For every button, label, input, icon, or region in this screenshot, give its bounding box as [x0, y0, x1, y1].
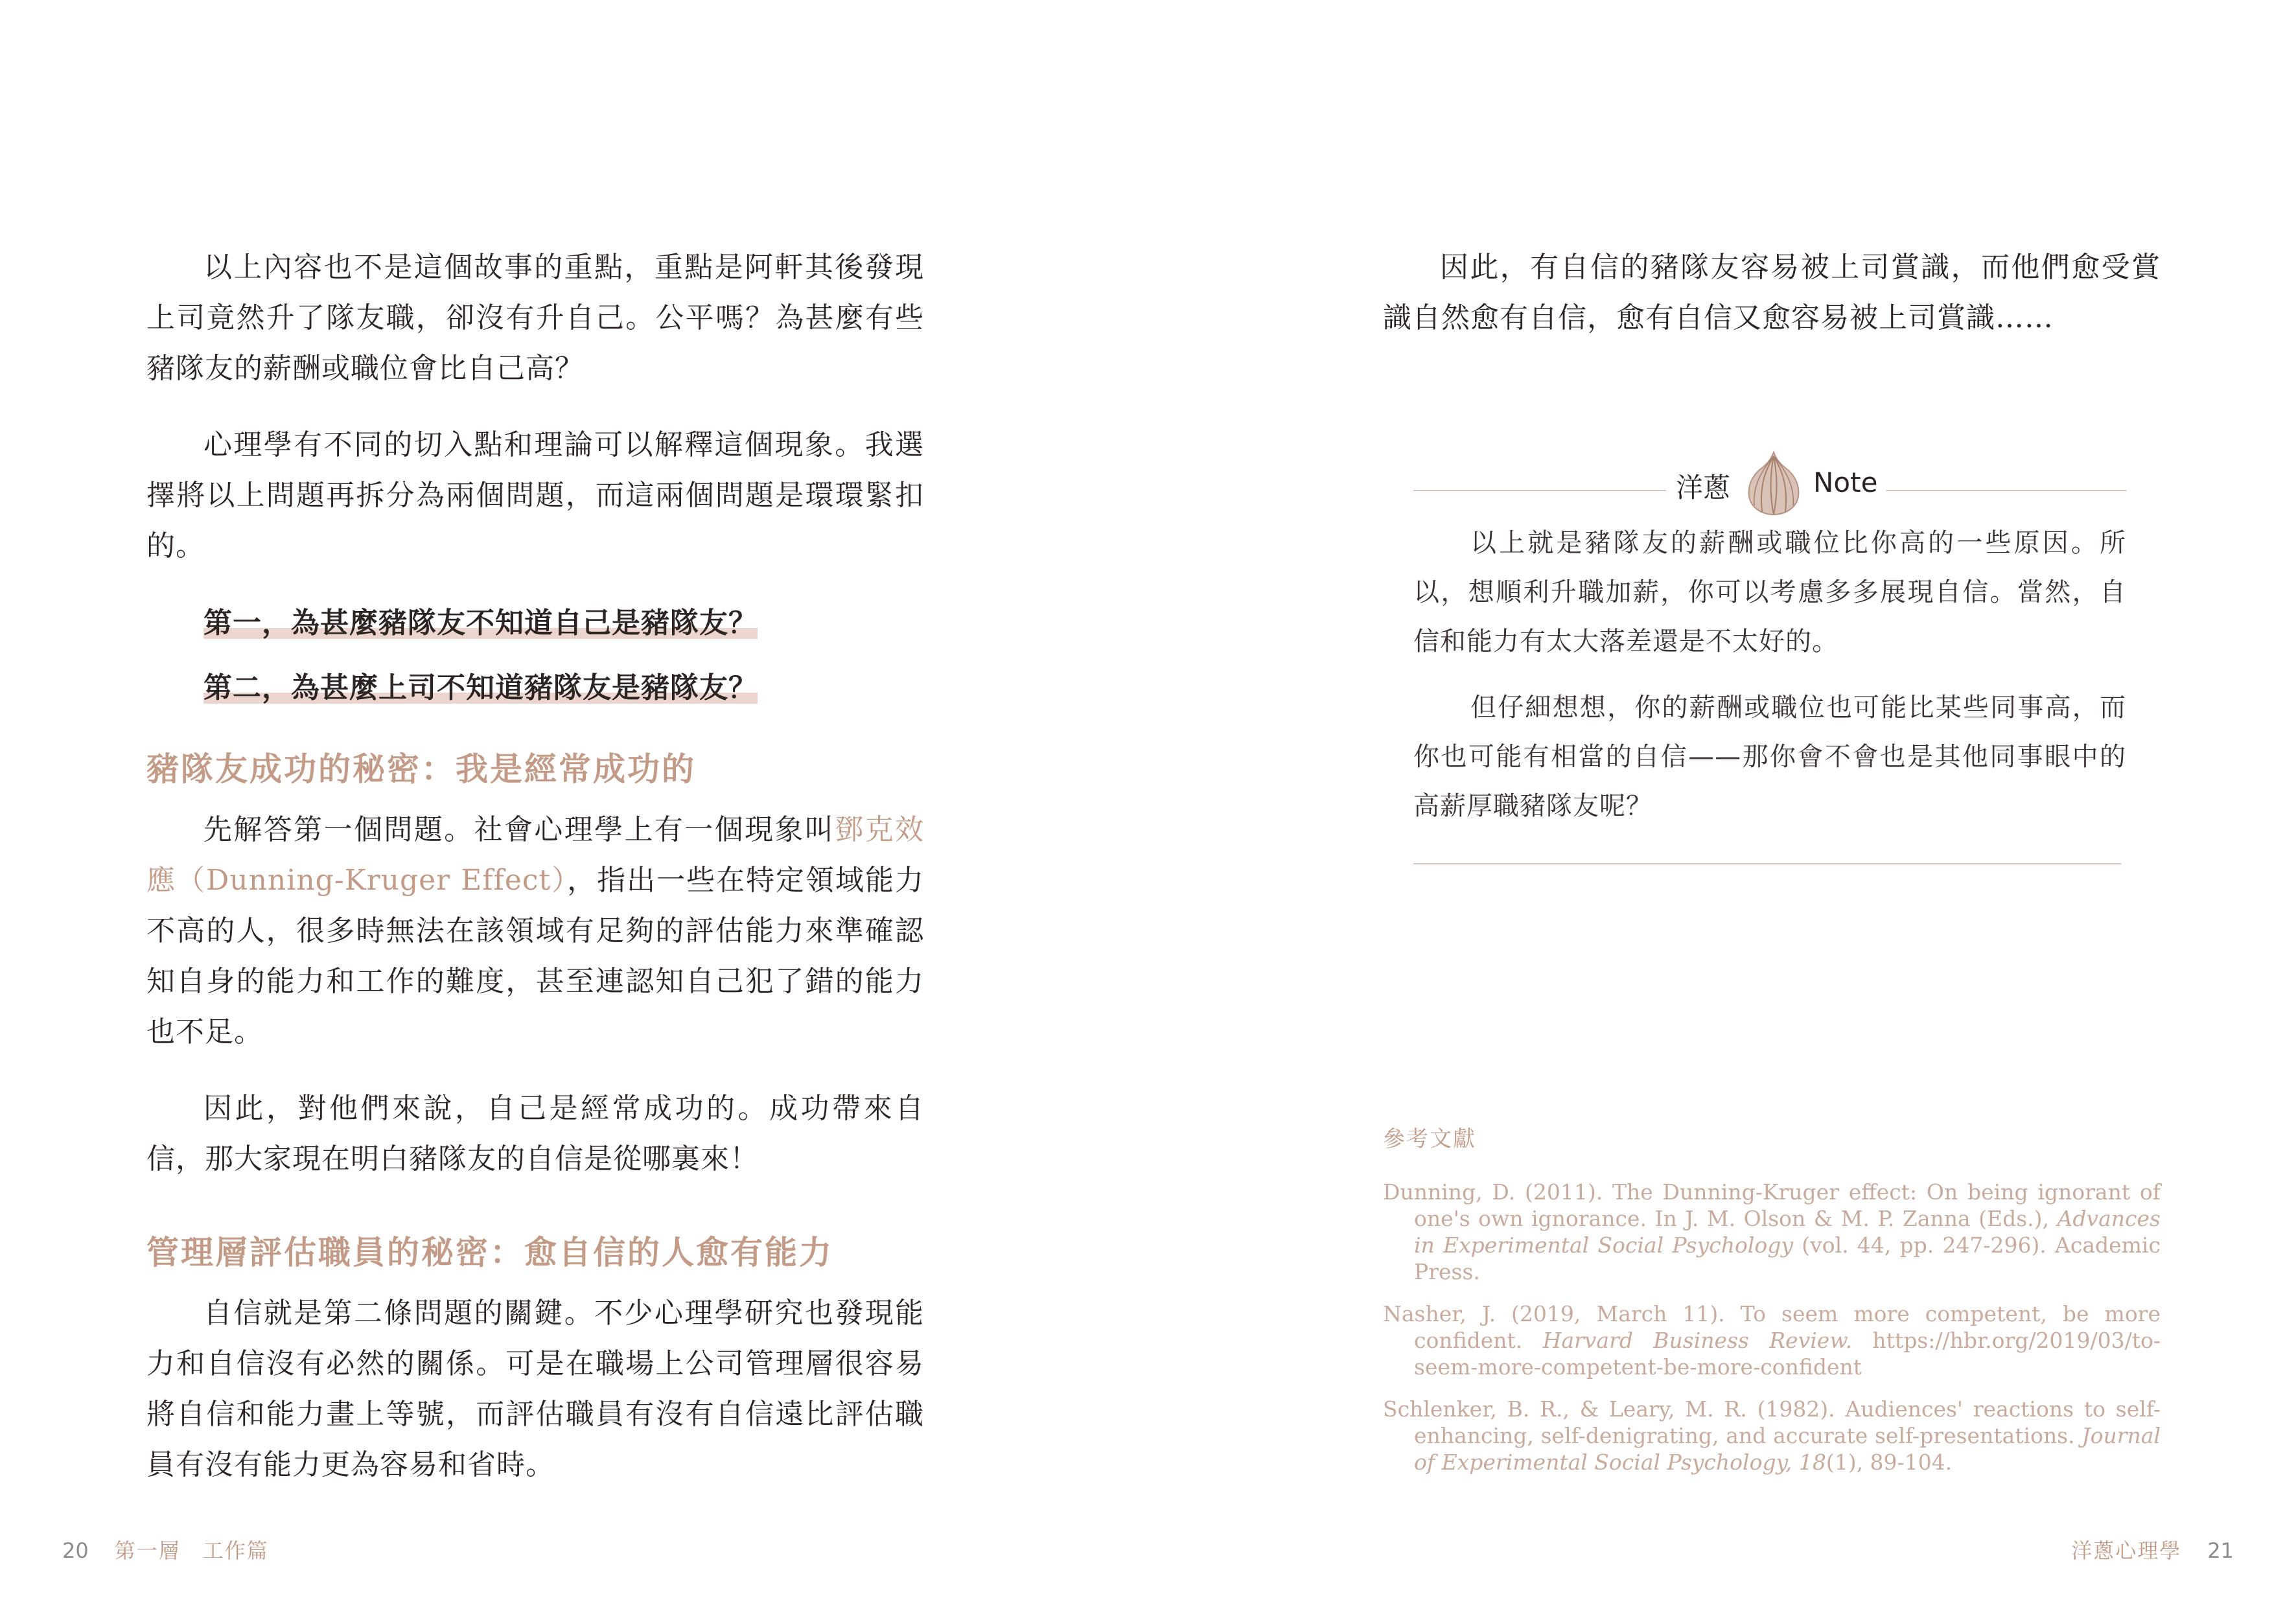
- intro-paragraph-2: 心理學有不同的切入點和理論可以解釋這個現象。我選擇將以上問題再拆分為兩個問題，而這兩個問題是環環緊扣的。: [146, 428, 924, 562]
- reference-text: Nasher, J. (2019, March 11). To seem more competent, be more confident.: [1383, 1301, 2161, 1353]
- reference-italic: Harvard Business Review.: [1542, 1328, 1853, 1353]
- section-title-2: 管理層評估職員的秘密：愈自信的人愈有能力: [146, 1233, 833, 1271]
- page-number-left: 20: [62, 1538, 89, 1563]
- section-2-paragraph-1: 自信就是第二條問題的關鍵。不少心理學研究也發現能力和自信沒有必然的關係。可是在職場上公司管理層很容易將自信和能力畫上等號，而評估職員有沒有自信遠比評估職員有沒有能力更為容易和省時。: [146, 1297, 924, 1481]
- reference-text: Schlenker, B. R., & Leary, M. R. (1982). Audiences' reactions to self-enhancing, self-denigrating, and accurate self-presentations.: [1383, 1396, 2161, 1448]
- onion-icon: [1743, 450, 1805, 517]
- reference-italic: Advances in Experimental Social Psychology: [1414, 1206, 2161, 1258]
- section-1-paragraph-2: 因此，對他們來說，自己是經常成功的。成功帶來自信，那大家現在明白豬隊友的自信是從哪裏來！: [146, 1092, 924, 1175]
- reference-text: Dunning, D. (2011). The Dunning-Kruger effect: On being ignorant of one's own ignorance. In J. M. Olson & M. P. Zanna (Eds.),: [1383, 1179, 2161, 1231]
- note-rule-left: [1413, 490, 1666, 491]
- note-paragraph-2: 但仔細想想，你的薪酬或職位也可能比某些同事高，而你也可能有相當的自信——那你會不會也是其他同事眼中的高薪厚職豬隊友呢？: [1413, 693, 2126, 821]
- note-label-en: Note: [1813, 467, 1878, 498]
- reference-tail: (vol. 44, pp. 247-296). Academic Press.: [1414, 1232, 2161, 1284]
- right-footer: [2071, 1534, 2234, 1564]
- right-page: [1148, 0, 2296, 1607]
- section-1-paragraph-1: [146, 805, 924, 1058]
- chapter-label: 第一層 工作篇: [114, 1538, 269, 1563]
- onion-note-box: [1413, 447, 2126, 864]
- reference-item: [1383, 1301, 2161, 1380]
- section-1-text-after: ，指出一些在特定領域能力不高的人，很多時無法在該領域有足夠的評估能力來準確認知自身的能力和工作的難度，甚至連認知自己犯了錯的能力也不足。: [146, 864, 924, 1048]
- references-section: [1383, 1121, 2161, 1491]
- intro-paragraph-1: 以上內容也不是這個故事的重點，重點是阿軒其後發現上司竟然升了隊友職，卻沒有升自己。公平嗎？為甚麼有些豬隊友的薪酬或職位會比自己高？: [146, 251, 924, 385]
- left-footer: [62, 1534, 269, 1564]
- dunning-kruger-term: 鄧克效應（Dunning-Kruger Effect）: [146, 813, 925, 897]
- references-title: 參考文獻: [1383, 1126, 1476, 1152]
- book-title: 洋蔥心理學: [2071, 1538, 2182, 1563]
- note-header: [1413, 447, 2126, 518]
- reference-tail: (1), 89-104.: [1826, 1450, 1953, 1475]
- left-column: [146, 242, 924, 1490]
- section-1-text-before: 先解答第一個問題。社會心理學上有一個現象叫: [203, 813, 835, 846]
- reference-item: [1383, 1396, 2161, 1475]
- highlighted-question-1: 第一，為甚麼豬隊友不知道自己是豬隊友？: [203, 604, 758, 643]
- note-rule-right: [1886, 490, 2126, 491]
- note-paragraph-1: 以上就是豬隊友的薪酬或職位比你高的一些原因。所以，想順利升職加薪，你可以考慮多多展現自信。當然，自信和能力有太大落差還是不太好的。: [1413, 528, 2126, 656]
- right-column: [1383, 242, 2161, 343]
- highlighted-question-2: 第二，為甚麼上司不知道豬隊友是豬隊友？: [203, 669, 758, 708]
- note-rule-bottom: [1413, 863, 2121, 864]
- right-paragraph: 因此，有自信的豬隊友容易被上司賞識，而他們愈受賞識自然愈有自信，愈有自信又愈容易被上司賞識……: [1383, 251, 2161, 334]
- note-body: [1413, 518, 2126, 831]
- note-label-zh: 洋蔥: [1676, 472, 1731, 503]
- reference-item: [1383, 1179, 2161, 1285]
- reference-tail: https://hbr.org/2019/03/to-seem-more-competent-be-more-confident: [1414, 1328, 2161, 1380]
- section-title-1: 豬隊友成功的秘密：我是經常成功的: [146, 750, 696, 788]
- reference-italic: Journal of Experimental Social Psychology, 18: [1414, 1423, 2161, 1475]
- page-number-right: 21: [2207, 1538, 2234, 1563]
